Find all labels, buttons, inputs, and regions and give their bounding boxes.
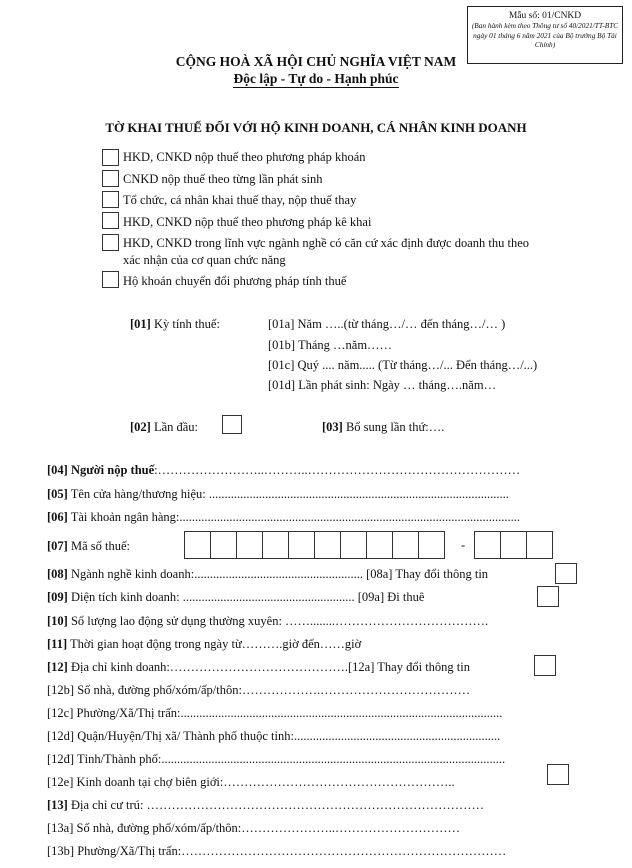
tax-code-suffix-boxes xyxy=(475,531,553,559)
field-12c-ward: [12c] Phường/Xã/Thị trấn:....................................................................................................... xyxy=(47,706,503,720)
national-motto xyxy=(0,71,632,87)
tax-code-digit-1[interactable] xyxy=(184,531,211,559)
tax-period-occurrence: [01d] Lần phát sinh: Ngày … tháng….năm… xyxy=(268,378,497,392)
field-12d-district: [12d] Quận/Huyện/Thị xã/ Thành phố thuộc tỉnh:.................................................................. xyxy=(47,729,501,743)
tax-code-digit-boxes xyxy=(185,531,445,559)
field-12dd-province: [12đ] Tỉnh/Thành phố:.............................................................................................................. xyxy=(47,752,506,766)
field-11-code: [11] xyxy=(47,637,68,651)
taxpayer-type-checkbox-2[interactable] xyxy=(102,170,119,187)
field-04-label: Người nộp thuế xyxy=(67,463,155,477)
nation-title: CỘNG HOÀ XÃ HỘI CHỦ NGHĨA VIỆT NAM xyxy=(175,54,457,69)
tax-code-suffix-digit-2[interactable] xyxy=(500,531,527,559)
taxpayer-type-checkbox-1[interactable] xyxy=(102,149,119,166)
tax-period-code: [01] xyxy=(130,317,151,331)
tax-code-digit-10[interactable] xyxy=(418,531,445,559)
field-13b-ward: [13b] Phường/Xã/Thị trấn:…………………………………………………………………… xyxy=(47,844,507,858)
field-13-text: Địa chỉ cư trú: ……………………………………………………………………… xyxy=(67,798,484,812)
field-11-text: Thời gian hoạt động trong ngày từ……….giờ đến……giờ xyxy=(67,637,362,651)
tax-period-quarter: [01c] Quý .... năm..... (Từ tháng…/... Đến tháng…/...) xyxy=(268,358,538,372)
field-12b-street: [12b] Số nhà, đường phố/xóm/ấp/thôn:……………….……………………………… xyxy=(47,683,471,697)
field-employees xyxy=(47,614,488,629)
tax-code-suffix-digit-3[interactable] xyxy=(526,531,553,559)
tax-period-year: [01a] Năm …..(từ tháng…/… đến tháng…/… ) xyxy=(268,317,506,331)
tax-code-digit-7[interactable] xyxy=(340,531,367,559)
taxpayer-type-label-5-cont: xác nhận của cơ quan chức năng xyxy=(123,253,286,267)
field-04-code: [04] xyxy=(47,463,68,477)
field-bank-account xyxy=(47,510,520,525)
field-12-code: [12] xyxy=(47,660,68,674)
taxpayer-type-label-5: HKD, CNKD trong lĩnh vực ngành nghề có căn cứ xác định được doanh thu theo xyxy=(123,236,530,250)
taxpayer-type-label-4: HKD, CNKD nộp thuế theo phương pháp kê khai xyxy=(123,215,372,229)
field-12e-border-market: [12e] Kinh doanh tại chợ biên giới:……………………………………………….. xyxy=(47,775,455,789)
tax-code-digit-5[interactable] xyxy=(288,531,315,559)
business-line-change-checkbox[interactable] xyxy=(555,563,577,584)
taxpayer-type-checkbox-5[interactable] xyxy=(102,234,119,251)
supplement-label xyxy=(322,420,444,435)
field-07-text: Mã số thuế: xyxy=(67,539,130,553)
field-store-name xyxy=(47,487,509,502)
taxpayer-type-label-1: HKD, CNKD nộp thuế theo phương pháp khoán xyxy=(123,150,366,164)
first-time-code: [02] xyxy=(130,420,151,434)
tax-code-digit-9[interactable] xyxy=(392,531,419,559)
taxpayer-type-checkbox-4[interactable] xyxy=(102,212,119,229)
tax-period-label xyxy=(130,317,220,332)
field-business-line xyxy=(47,567,488,582)
tax-period-month: [01b] Tháng …năm…… xyxy=(268,338,393,352)
first-time-checkbox[interactable] xyxy=(222,415,242,434)
field-08-text: Ngành nghề kinh doanh:...................................................... [08a] Thay đổi thông tin xyxy=(67,567,489,581)
field-12-text: Địa chỉ kinh doanh:…………………………………….[12a] Thay đổi thông tin xyxy=(67,660,470,674)
supplement-text: Bổ sung lần thứ:…. xyxy=(342,420,445,434)
tax-code-digit-2[interactable] xyxy=(210,531,237,559)
tax-code-digit-3[interactable] xyxy=(236,531,263,559)
tax-period-text: Kỳ tính thuế: xyxy=(150,317,220,331)
field-10-text: Số lượng lao động sử dụng thường xuyên: ……........………………………………. xyxy=(67,614,489,628)
field-08-code: [08] xyxy=(47,567,68,581)
field-13a-street: [13a] Số nhà, đường phố/xóm/ấp/thôn:…………………..………………………… xyxy=(47,821,461,835)
taxpayer-type-label-2: CNKD nộp thuế theo từng lần phát sinh xyxy=(123,172,323,186)
field-13-code: [13] xyxy=(47,798,68,812)
border-market-checkbox[interactable] xyxy=(547,764,569,785)
field-06-code: [06] xyxy=(47,510,68,524)
field-taxpayer xyxy=(47,463,520,478)
motto-text: Độc lập - Tự do - Hạnh phúc xyxy=(233,71,399,86)
document-title: TỜ KHAI THUẾ ĐỐI VỚI HỘ KINH DOANH, CÁ NHÂN KINH DOANH xyxy=(105,120,527,135)
taxpayer-type-label-6: Hộ khoán chuyển đổi phương pháp tính thuế xyxy=(123,274,347,288)
field-05-text: Tên cửa hàng/thương hiệu: ................................................................................................ xyxy=(67,487,509,501)
address-change-checkbox[interactable] xyxy=(534,655,556,676)
field-04-dots: :……………………..………..…………………………………………… xyxy=(154,463,521,477)
supplement-code: [03] xyxy=(322,420,343,434)
field-09-code: [09] xyxy=(47,590,68,604)
tax-code-dash: - xyxy=(461,538,466,552)
taxpayer-type-label-3: Tổ chức, cá nhân khai thuế thay, nộp thuế thay xyxy=(123,193,357,207)
first-time-label xyxy=(130,420,198,435)
field-business-area xyxy=(47,590,424,605)
field-05-code: [05] xyxy=(47,487,68,501)
field-06-text: Tài khoản ngân hàng:............................................................................................................. xyxy=(67,510,521,524)
taxpayer-type-checkbox-6[interactable] xyxy=(102,271,119,288)
field-operating-hours xyxy=(47,637,361,652)
taxpayer-type-checkbox-3[interactable] xyxy=(102,191,119,208)
field-business-address xyxy=(47,660,470,675)
tax-code-suffix-digit-1[interactable] xyxy=(474,531,501,559)
form-code: Mẫu số: 01/CNKD xyxy=(508,11,582,21)
field-09-text: Diện tích kinh doanh: ....................................................... [09a] Đi thuê xyxy=(67,590,425,604)
first-time-text: Lần đầu: xyxy=(150,420,199,434)
tax-code-digit-6[interactable] xyxy=(314,531,341,559)
field-10-code: [10] xyxy=(47,614,68,628)
form-issuance-note: (Ban hành kèm theo Thông tư số 40/2021/TT-BTC ngày 01 tháng 6 năm 2021 của Bộ trưởng Bộ Tài Chính) xyxy=(471,21,619,49)
field-07-code: [07] xyxy=(47,539,68,553)
field-tax-code xyxy=(47,539,130,554)
tax-code-digit-4[interactable] xyxy=(262,531,289,559)
tax-code-digit-8[interactable] xyxy=(366,531,393,559)
field-residence-address xyxy=(47,798,484,813)
rented-checkbox[interactable] xyxy=(537,586,559,607)
